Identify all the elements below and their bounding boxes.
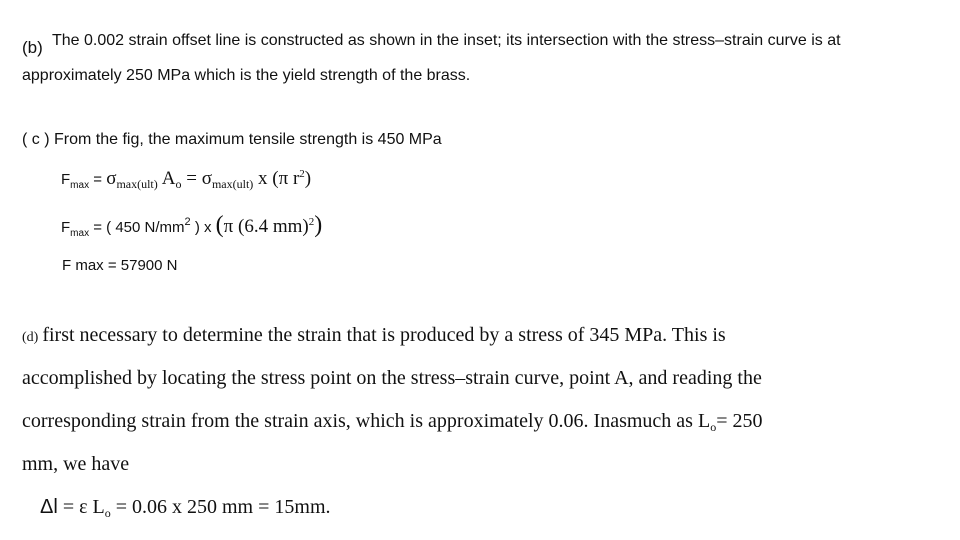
eq1-tail-end: ) <box>304 168 312 189</box>
eq1-f-sub: max <box>70 180 90 191</box>
equation-fmax-formula <box>61 168 311 192</box>
eq1-f: F <box>61 171 71 188</box>
eq2-pi-sup: 2 <box>308 216 315 228</box>
final-rest: = 0.06 x 250 mm = 15mm. <box>110 496 331 518</box>
eq2-f: F <box>61 219 71 236</box>
part-c-heading: ( c ) From the fig, the maximum tensile strength is 450 MPa <box>22 131 442 148</box>
part-d-line-3-sub: o <box>710 420 717 434</box>
part-d-label: (d) <box>22 330 39 345</box>
part-d-line-2: accomplished by locating the stress point on the stress–strain curve, point A, and reading the <box>22 367 762 389</box>
part-d-line-3-post: = 250 <box>716 410 763 432</box>
part-d-line-3 <box>22 410 762 435</box>
delta-l: Δl <box>40 496 58 518</box>
fmax-result: F max = 57900 N <box>62 257 178 274</box>
eq1-sigma-2-sub: max(ult) <box>211 177 254 191</box>
part-d-line-4: mm, we have <box>22 453 130 475</box>
eq1-tail-sup: 2 <box>299 168 305 180</box>
eq2-mid: = ( 450 N/mm <box>89 219 185 236</box>
final-eq: = ε L <box>57 496 105 518</box>
part-d-line-1 <box>22 324 726 347</box>
eq2-f-sub: max <box>70 228 90 239</box>
part-d-line-1-text: first necessary to determine the strain that is produced by a stress of 345 MPa. This is <box>42 324 726 346</box>
eq1-sigma: σ <box>106 168 117 189</box>
eq1-equals: = <box>89 171 107 188</box>
equation-fmax-substitution <box>61 212 322 239</box>
eq1-tail: x (π r <box>253 168 300 189</box>
final-sub: o <box>104 506 111 520</box>
eq2-mid-end: ) x <box>190 219 216 236</box>
eq1-sigma-2: σ <box>201 168 212 189</box>
eq1-area: A <box>161 168 176 189</box>
eq1-sigma-sub: max(ult) <box>116 177 158 191</box>
eq2-paren-open: ( <box>215 212 224 238</box>
eq1-equals-2: = <box>181 168 202 189</box>
part-b-label: (b) <box>22 38 43 57</box>
part-b-line-2: approximately 250 MPa which is the yield strength of the brass. <box>22 67 471 84</box>
eq2-paren-close: ) <box>314 212 323 238</box>
eq2-mid-sup: 2 <box>184 216 191 228</box>
eq1-area-sub: o <box>175 177 182 191</box>
eq2-pi-part: π (6.4 mm) <box>223 216 309 237</box>
part-b-line-1: The 0.002 strain offset line is constructed as shown in the inset; its intersection with the stress–strain curve is at <box>52 32 841 49</box>
part-d-line-3-pre: corresponding strain from the strain axis, which is approximately 0.06. Inasmuch as L <box>22 410 711 432</box>
elongation-result <box>40 496 331 521</box>
